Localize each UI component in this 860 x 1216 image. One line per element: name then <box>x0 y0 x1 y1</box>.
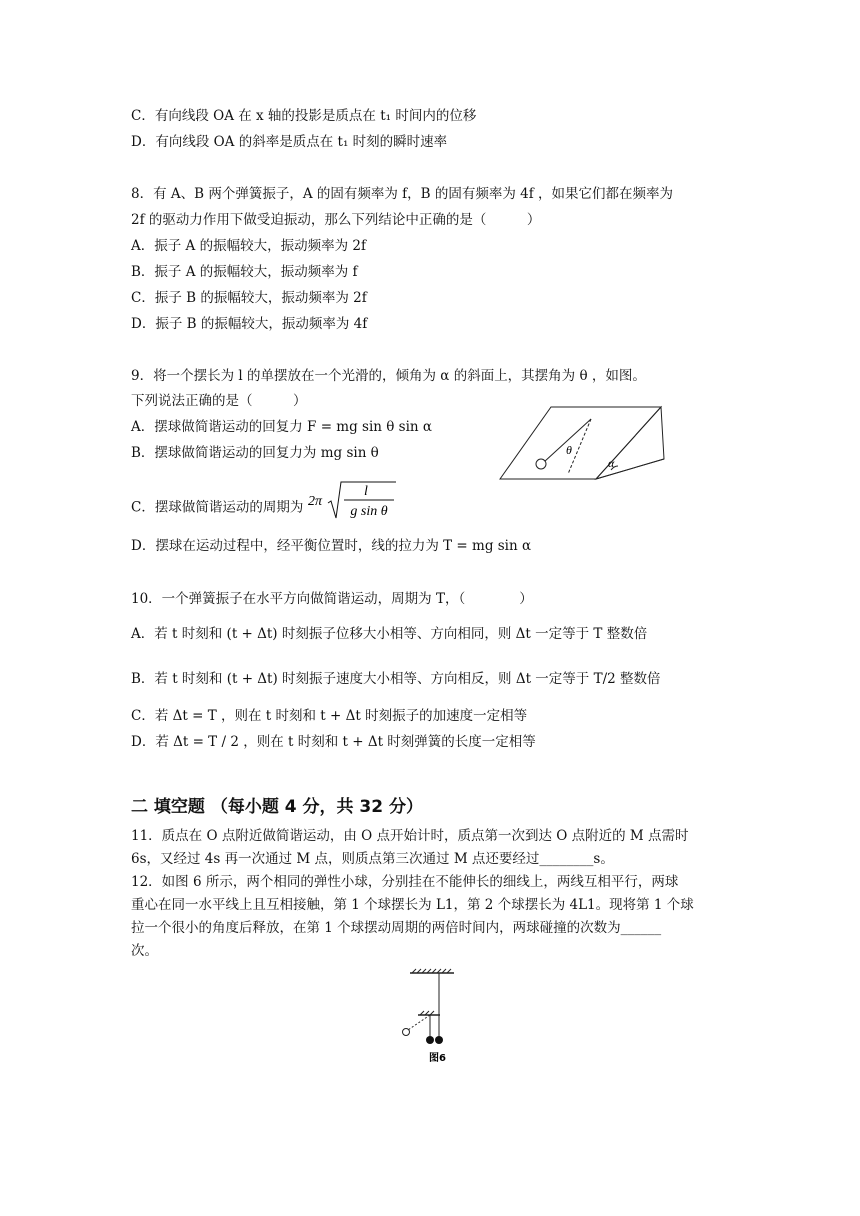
q8-option-a: A．振子 A 的振幅较大，振动频率为 2f <box>131 238 366 254</box>
q8-stem-line1: 8．有 A、B 两个弹簧振子，A 的固有频率为 f，B 的固有频率为 4f ，如果它们都在频率为 <box>131 186 674 202</box>
ball-1 <box>426 1036 434 1044</box>
q8-stem-line2: 2f 的驱动力作用下做受迫振动，那么下列结论中正确的是（ ） <box>131 212 541 228</box>
q10-stem: 10．一个弹簧振子在水平方向做简谐运动，周期为 T，（ ） <box>131 591 533 607</box>
q9-option-c-text: C．摆球做简谐运动的周期为 <box>131 499 304 516</box>
angle-theta-label: θ <box>566 443 572 457</box>
incline-pendulum-figure <box>496 404 672 482</box>
section-heading: 二 填空题 （每小题 4 分，共 32 分） <box>131 797 423 817</box>
q12-line2: 重心在同一水平线上且互相接触，第 1 个球摆长为 L1，第 2 个球摆长为 4L1。现将第 1 个球 <box>131 897 694 913</box>
q10-option-d: D．若 Δt = T / 2 ，则在 t 时刻和 t + Δt 时刻弹簧的长度一定相等 <box>131 734 536 750</box>
q8-option-c: C．振子 B 的振幅较大，振动频率为 2f <box>131 290 367 306</box>
q9-stem-line1: 9．将一个摆长为 l 的单摆放在一个光滑的，倾角为 α 的斜面上，其摆角为 θ ，如图。 <box>131 368 646 384</box>
sqrt-fraction-formula <box>308 478 398 522</box>
q10-option-c: C．若 Δt = T ，则在 t 时刻和 t + Δt 时刻振子的加速度一定相等 <box>131 708 528 724</box>
q9-option-c <box>131 478 398 538</box>
q12-line4: 次。 <box>131 943 158 959</box>
q7-option-c: C．有向线段 OA 在 x 轴的投影是质点在 t₁ 时间内的位移 <box>131 108 477 124</box>
formula-coefficient: 2π <box>307 494 322 509</box>
q8-option-d: D．振子 B 的振幅较大，振动频率为 4f <box>131 316 368 332</box>
figure-6-pendulums <box>396 965 466 1065</box>
q11-line1: 11．质点在 O 点附近做简谐运动，由 O 点开始计时，质点第一次到达 O 点附近的 M 点需时 <box>131 828 689 844</box>
q10-option-a: A．若 t 时刻和 (t + Δt) 时刻振子位移大小相等、方向相同，则 Δt 一定等于 T 整数倍 <box>131 626 648 642</box>
formula-denominator: g sin θ <box>350 504 388 519</box>
displaced-string <box>408 1015 430 1030</box>
q10-option-b: B．若 t 时刻和 (t + Δt) 时刻振子速度大小相等、方向相反，则 Δt 一定等于 T/2 整数倍 <box>131 671 661 687</box>
q11-line2: 6s，又经过 4s 再一次通过 M 点，则质点第三次通过 M 点还要经过________s。 <box>131 851 614 867</box>
ball-2 <box>435 1036 443 1044</box>
q9-option-d: D．摆球在运动过程中，经平衡位置时，线的拉力为 T = mg sin α <box>131 538 532 554</box>
q9-option-a: A．摆球做简谐运动的回复力 F = mg sin θ sin α <box>131 419 433 435</box>
q9-stem-line2: 下列说法正确的是（ ） <box>131 393 307 409</box>
period-formula <box>308 478 398 538</box>
displaced-ball <box>403 1029 410 1036</box>
q7-option-d: D．有向线段 OA 的斜率是质点在 t₁ 时刻的瞬时速率 <box>131 134 448 150</box>
incline-side <box>596 407 664 479</box>
q12-line3: 拉一个很小的角度后释放，在第 1 个球摆动周期的两倍时间内，两球碰撞的次数为______ <box>131 920 662 936</box>
formula-numerator: l <box>363 484 368 499</box>
figure-6-label: 图6 <box>429 1053 446 1064</box>
pendulum-bob <box>536 459 546 469</box>
q12-line1: 12．如图 6 所示，两个相同的弹性小球，分别挂在不能伸长的细线上，两线互相平行，两球 <box>131 874 679 890</box>
angle-alpha-label: α <box>608 456 615 470</box>
q8-option-b: B．振子 A 的振幅较大，振动频率为 f <box>131 264 358 280</box>
q9-option-b: B．摆球做简谐运动的回复力为 mg sin θ <box>131 445 379 461</box>
